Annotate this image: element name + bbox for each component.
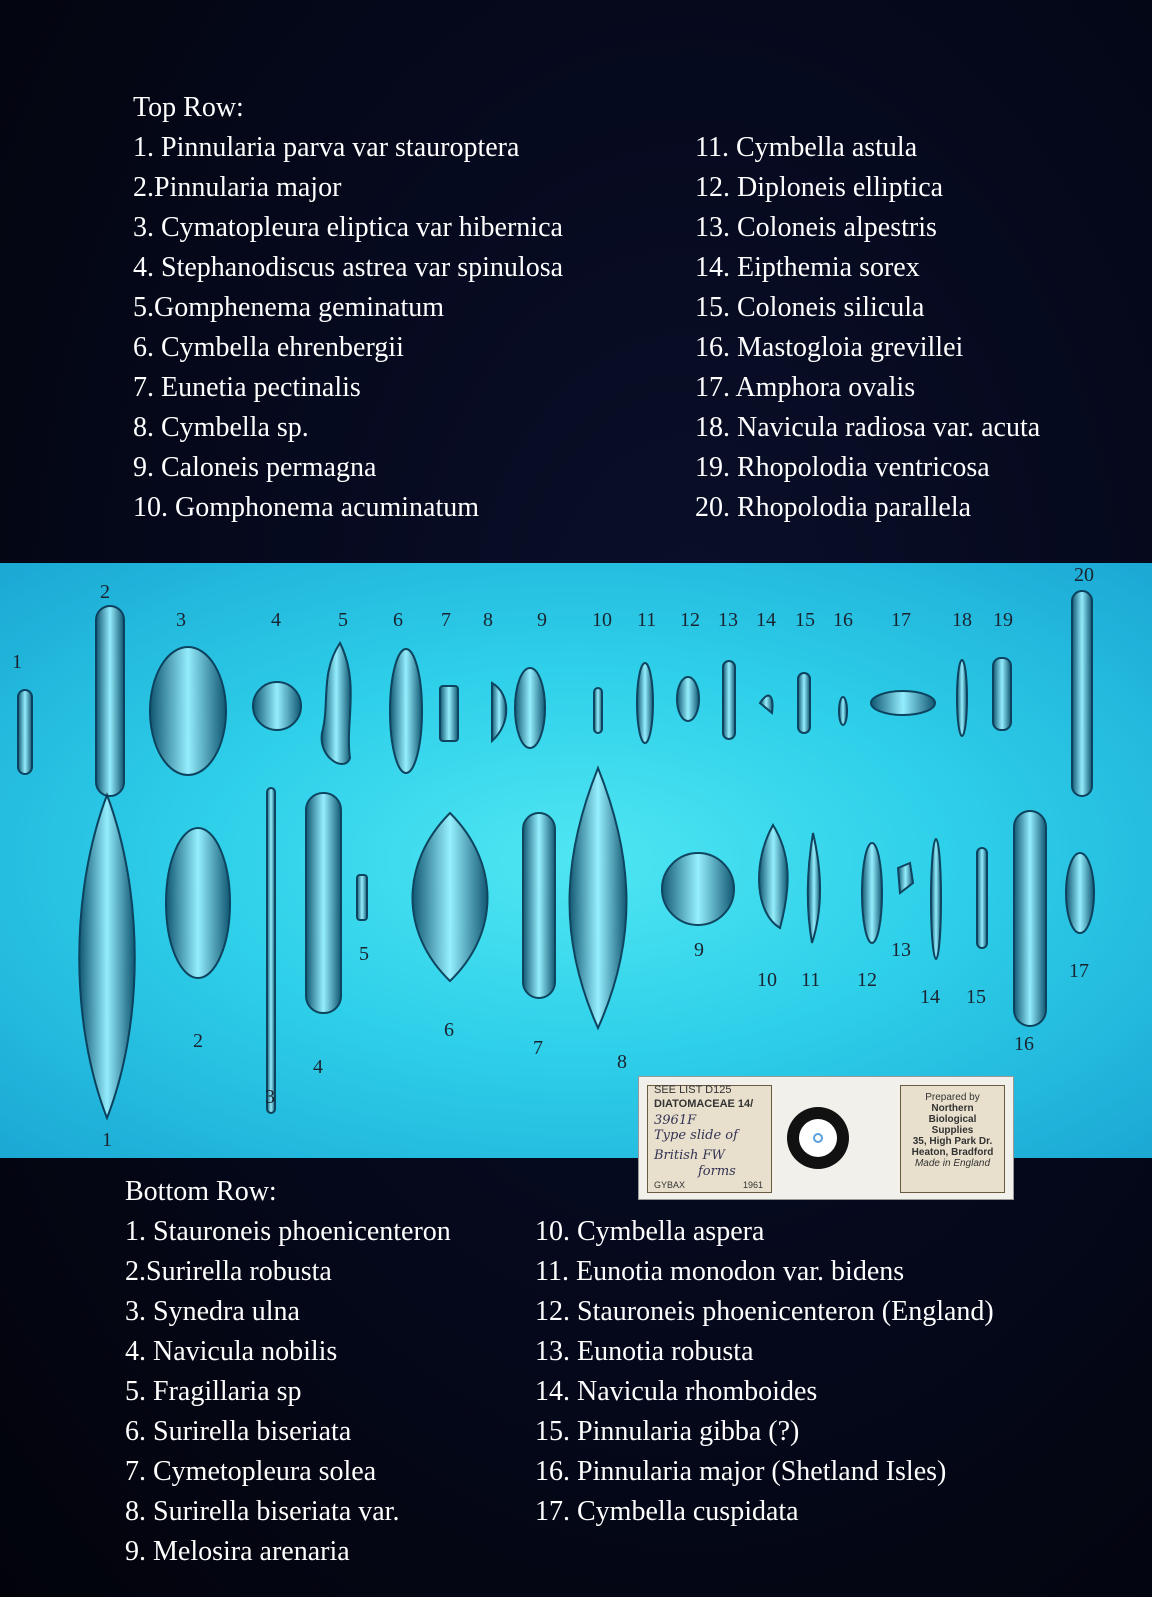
legend-item: 8. Cymbella sp.: [133, 412, 309, 443]
specimen-number: 4: [271, 609, 281, 631]
specimen-number: 4: [313, 1056, 323, 1078]
specimen-number: 17: [891, 609, 911, 631]
bottom-row-legend-left: [125, 1172, 451, 1572]
slide-text: SEE LIST D125: [654, 1084, 732, 1096]
top-row-heading: Top Row:: [133, 92, 244, 123]
legend-item: 12. Diploneis elliptica: [695, 172, 944, 203]
slide-text: Prepared by: [925, 1092, 980, 1103]
slide-text: Type slide of: [654, 1128, 738, 1143]
slide-text: Made in England: [914, 1158, 991, 1169]
specimen-number: 20: [1074, 564, 1094, 586]
specimen-number: 11: [637, 609, 657, 631]
specimen-number: 12: [680, 609, 700, 631]
microscope-slide-label: [638, 1076, 1014, 1200]
specimen-number: 18: [952, 609, 972, 631]
specimen-number: 9: [694, 939, 704, 961]
slide-text: British FW: [654, 1148, 725, 1163]
legend-item: 3. Synedra ulna: [125, 1296, 300, 1327]
specimen-number: 1: [102, 1129, 112, 1151]
specimen-number: 14: [920, 986, 940, 1008]
legend-item: 7. Cymetopleura solea: [125, 1456, 377, 1487]
legend-item: 10. Cymbella aspera: [535, 1216, 765, 1247]
specimen-number: 17: [1069, 960, 1089, 982]
slide-text: 1961: [743, 1180, 764, 1190]
slide-text: Northern: [931, 1103, 974, 1114]
specimen-number: 6: [444, 1019, 454, 1041]
legend-item: 1. Stauroneis phoenicenteron: [125, 1216, 451, 1247]
specimen-number: 2: [193, 1030, 203, 1052]
diatom-micrograph: [0, 563, 1152, 1158]
specimen-number: 3: [265, 1086, 275, 1108]
specimen-number: 15: [966, 986, 986, 1008]
specimen-number: 16: [1014, 1033, 1034, 1055]
specimen-number: 3: [176, 609, 186, 631]
slide-text: Heaton, Bradford: [911, 1147, 994, 1158]
slide-coverslip: [787, 1107, 849, 1169]
slide-text: DIATOMACEAE 14/: [654, 1098, 754, 1110]
specimen-number: 2: [100, 581, 110, 603]
legend-item: 20. Rhopolodia parallela: [695, 492, 972, 523]
legend-item: 11. Cymbella astula: [695, 132, 918, 163]
specimen-number: 11: [801, 969, 821, 991]
specimen-number: 10: [592, 609, 612, 631]
specimen-number: 5: [359, 943, 369, 965]
slide-text: 35, High Park Dr.: [912, 1136, 993, 1147]
specimen-number: 1: [12, 651, 22, 673]
legend-item: 15. Pinnularia gibba (?): [535, 1416, 800, 1447]
slide-text: 3961F: [654, 1113, 697, 1128]
specimen-number: 19: [993, 609, 1013, 631]
specimen-number: 5: [338, 609, 348, 631]
legend-item: 8. Surirella biseriata var.: [125, 1496, 400, 1527]
specimen-number: 7: [533, 1037, 543, 1059]
legend-item: 16. Pinnularia major (Shetland Isles): [535, 1456, 947, 1487]
legend-item: 18. Navicula radiosa var. acuta: [695, 412, 1041, 443]
legend-item: 4. Stephanodiscus astrea var spinulosa: [133, 252, 564, 283]
specimen-number: 9: [537, 609, 547, 631]
legend-item: 14. Navicula rhomboides: [535, 1376, 818, 1407]
slide-text: Biological: [928, 1114, 977, 1125]
specimen-number: 6: [393, 609, 403, 631]
specimen-number: 13: [718, 609, 738, 631]
legend-item: 14. Eipthemia sorex: [695, 252, 920, 283]
slide-text: Supplies: [931, 1125, 974, 1136]
specimen-number: 16: [833, 609, 853, 631]
legend-item: 12. Stauroneis phoenicenteron (England): [535, 1296, 994, 1327]
legend-item: 10. Gomphonema acuminatum: [133, 492, 480, 523]
top-row-legend-left: [133, 88, 563, 528]
legend-item: 7. Eunetia pectinalis: [133, 372, 361, 403]
legend-item: 2.Surirella robusta: [125, 1256, 332, 1287]
diatom-specimens: [0, 563, 1152, 1158]
slide-label-left: [647, 1085, 772, 1193]
legend-item: 4. Navicula nobilis: [125, 1336, 338, 1367]
specimen-number: 15: [795, 609, 815, 631]
slide-label-right: [900, 1085, 1005, 1193]
legend-item: 11. Eunotia monodon var. bidens: [535, 1256, 905, 1287]
specimen-number: 14: [756, 609, 776, 631]
legend-item: 5.Gomphenema geminatum: [133, 292, 445, 323]
bottom-row-legend-right: [535, 1212, 994, 1532]
legend-item: 6. Surirella biseriata: [125, 1416, 352, 1447]
specimen-number: 8: [617, 1051, 627, 1073]
specimen-number: 13: [891, 939, 911, 961]
bottom-row-heading: Bottom Row:: [125, 1176, 277, 1207]
legend-item: 1. Pinnularia parva var stauroptera: [133, 132, 520, 163]
bottom-row-specimens: [79, 768, 1094, 1118]
legend-item: 16. Mastogloia grevillei: [695, 332, 964, 363]
specimen-number: 8: [483, 609, 493, 631]
legend-item: 15. Coloneis silicula: [695, 292, 925, 323]
legend-item: 17. Amphora ovalis: [695, 372, 916, 403]
legend-item: 6. Cymbella ehrenbergii: [133, 332, 404, 363]
legend-item: 2.Pinnularia major: [133, 172, 342, 203]
legend-item: 17. Cymbella cuspidata: [535, 1496, 799, 1527]
legend-item: 5. Fragillaria sp: [125, 1376, 302, 1407]
top-row-legend-right: [695, 128, 1040, 528]
legend-item: 3. Cymatopleura eliptica var hibernica: [133, 212, 563, 243]
legend-item: 13. Coloneis alpestris: [695, 212, 937, 243]
legend-item: 13. Eunotia robusta: [535, 1336, 754, 1367]
legend-item: 19. Rhopolodia ventricosa: [695, 452, 990, 483]
legend-item: 9. Melosira arenaria: [125, 1536, 350, 1567]
specimen-number: 7: [441, 609, 451, 631]
slide-text: forms: [698, 1164, 736, 1179]
slide-text: GYBAX: [654, 1180, 686, 1190]
legend-item: 9. Caloneis permagna: [133, 452, 377, 483]
specimen-number: 12: [857, 969, 877, 991]
specimen-number: 10: [757, 969, 777, 991]
